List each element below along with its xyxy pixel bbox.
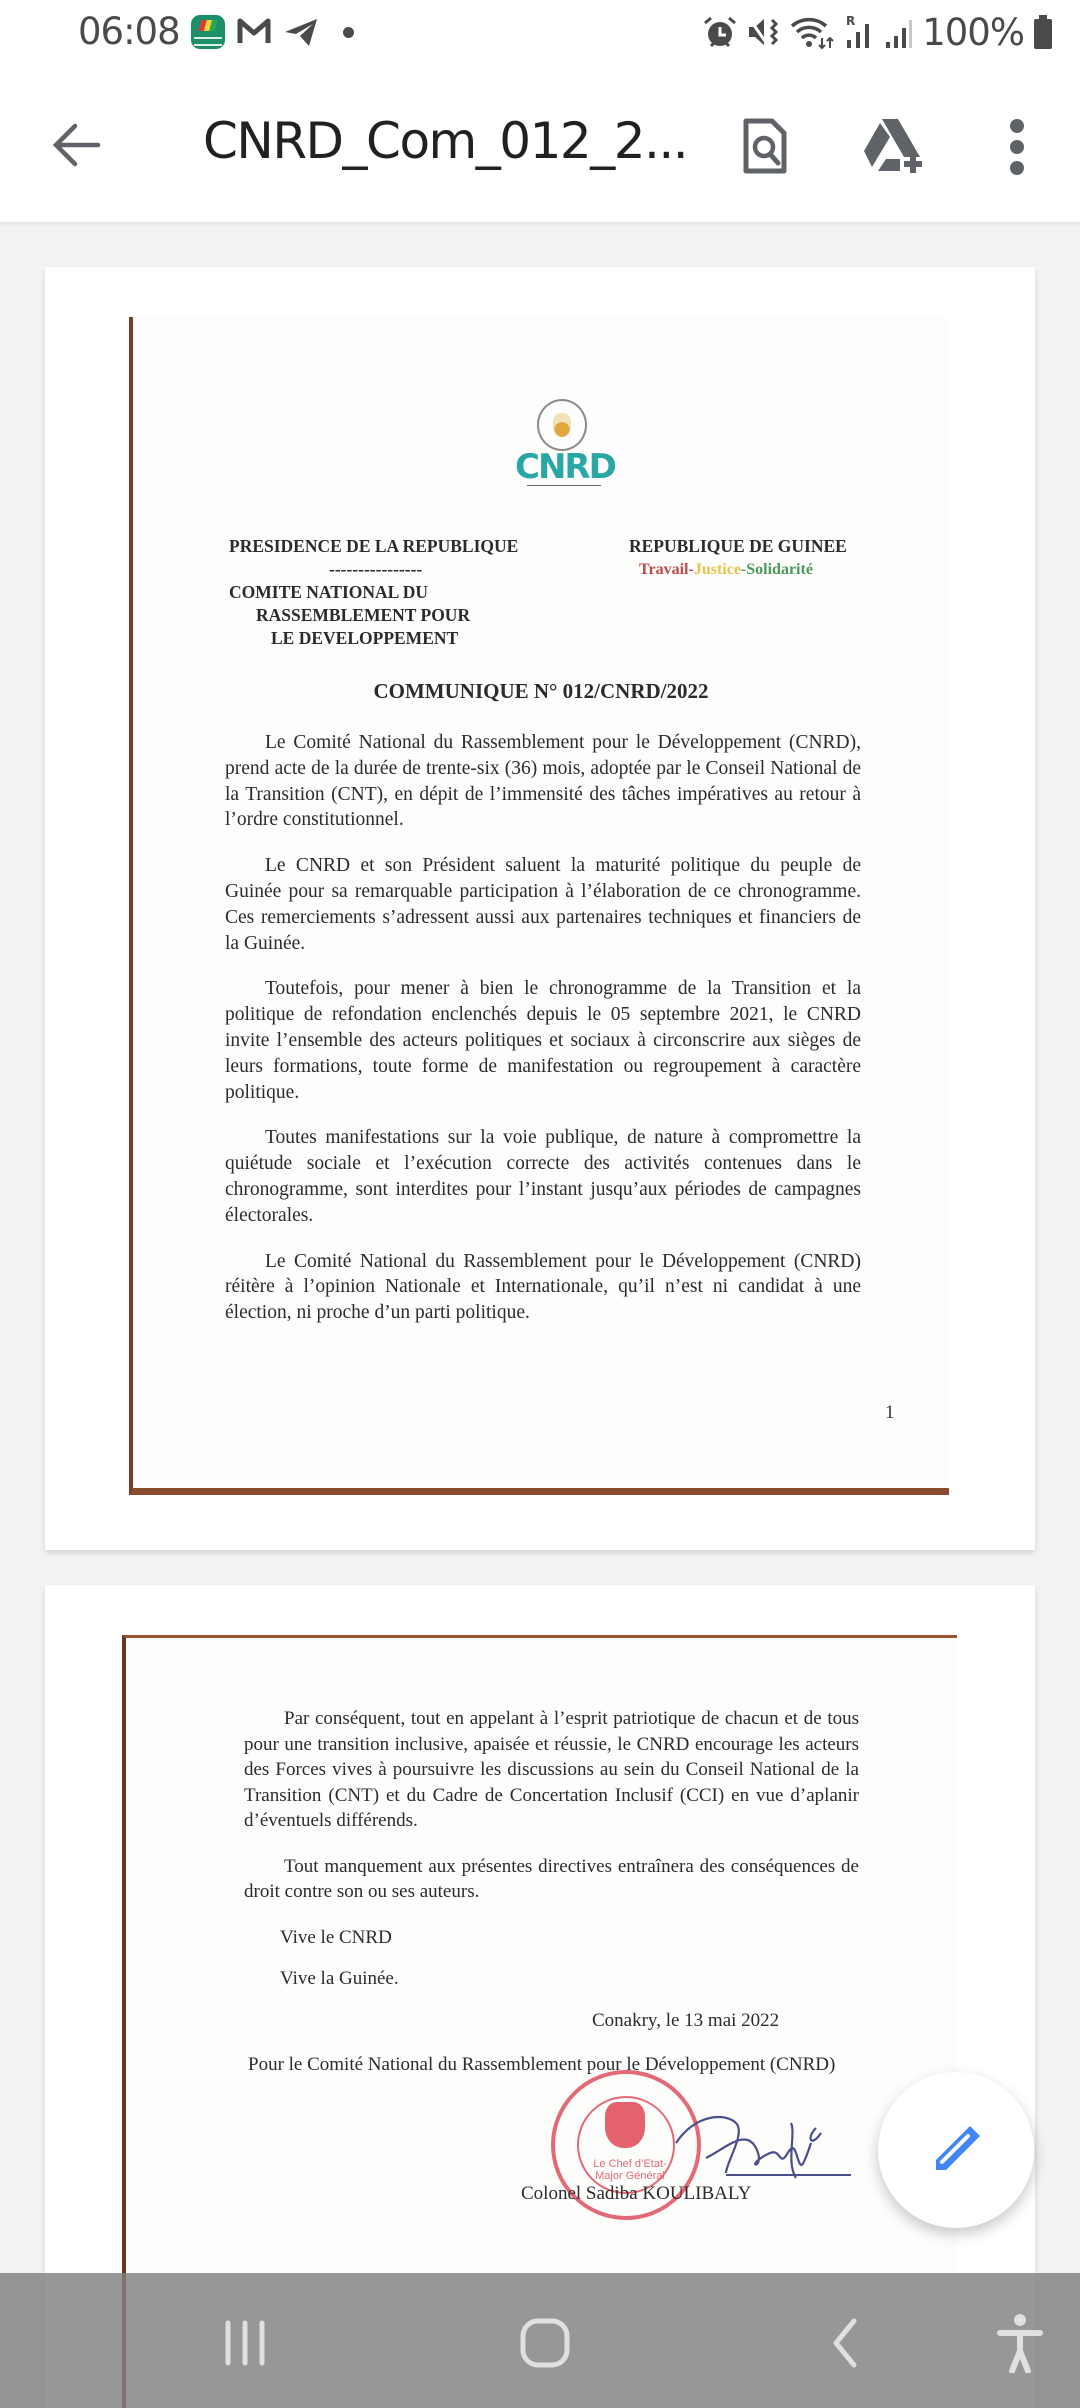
find-in-document-button[interactable] xyxy=(735,113,795,179)
presidence-line: PRESIDENCE DE LA REPUBLIQUE xyxy=(229,536,519,556)
status-bar xyxy=(0,0,1080,66)
recent-apps-icon xyxy=(220,2318,270,2368)
wifi-icon xyxy=(790,14,836,50)
pdf-page-1 xyxy=(45,267,1035,1550)
page-number: 1 xyxy=(885,1402,895,1423)
guinea-emblem-icon xyxy=(537,399,587,451)
communique-body-page-2 xyxy=(244,1706,859,2008)
document-title: CNRD_Com_012_2... xyxy=(203,112,688,170)
header-divider: ---------------- xyxy=(329,559,423,579)
motto-solidarite: -Solidarité xyxy=(740,561,813,578)
date-place: Conakry, le 13 mai 2022 xyxy=(592,2010,780,2031)
paragraph: Le CNRD et son Président saluent la maturité politique du peuple de Guinée pour sa remarquable participation à l’élaboration de ce chronogramme. Ces remerciements s’adressent aussi aux partenaires techniques et financiers de la Guinée. xyxy=(225,855,861,954)
paragraph: Par conséquent, tout en appelant à l’esprit patriotique de chacun et de tous pour une transition inclusive, apaisée et réussie, le CNRD encourage les acteurs des Forces vives à poursuivre les discussions au sein du Conseil National de la Transition (CNT) et du Cadre de Concertation Inclusif (CCI) en vue d’aplanir d’éventuels différends. xyxy=(244,1708,859,1831)
telegram-icon xyxy=(283,16,319,48)
app-bar xyxy=(0,66,1080,222)
signatory-organisation: Pour le Comité National du Rassemblement pour le Développement (CNRD) xyxy=(248,2054,836,2075)
cnrd-logo xyxy=(515,399,615,495)
paragraph: Tout manquement aux présentes directives entraînera des conséquences de droit contre son ou ses auteurs. xyxy=(244,1855,859,1902)
system-navigation-bar xyxy=(0,2273,1080,2408)
stamp-label: Le Chef d’Etat-Major Général xyxy=(593,2158,667,2182)
arrow-back-icon xyxy=(51,122,101,168)
national-motto xyxy=(629,558,847,581)
svg-text:R: R xyxy=(846,14,856,28)
handwritten-signature xyxy=(666,2103,856,2193)
alarm-icon xyxy=(702,14,738,50)
pdf-viewer[interactable] xyxy=(0,222,1080,2408)
logo-wordmark: CNRD xyxy=(515,447,615,487)
communique-body-page-1 xyxy=(225,730,861,1346)
republic-line: REPUBLIQUE DE GUINEE xyxy=(629,536,847,556)
roaming-signal-icon xyxy=(844,14,876,50)
more-notifications-dot xyxy=(343,27,354,38)
more-options-button[interactable] xyxy=(1000,112,1034,182)
communique-title: COMMUNIQUE N° 012/CNRD/2022 xyxy=(373,679,709,703)
closing-line: Vive le CNRD xyxy=(280,1926,392,1948)
edit-fab-button[interactable] xyxy=(878,2072,1034,2228)
paragraph: Toutefois, pour mener à bien le chronogramme de la Transition et la politique de refondation enclenchés depuis le 05 septembre 2021, le CNRD invite l’ensemble des acteurs politiques et sociaux à circonscrire aux sièges de leurs formations, toute forme de manifestation ou regroupement à caractère politique. xyxy=(225,978,861,1103)
nav-back-button[interactable] xyxy=(815,2303,875,2383)
edit-pencil-icon xyxy=(926,2120,986,2180)
home-button[interactable] xyxy=(510,2303,580,2383)
add-to-drive-icon xyxy=(862,117,928,175)
committee-line-1: COMITE NATIONAL DU xyxy=(229,582,429,602)
accessibility-button[interactable] xyxy=(990,2303,1050,2383)
header-left xyxy=(229,535,518,650)
paragraph: Le Comité National du Rassemblement pour le Développement (CNRD) réitère à l’opinion Nationale et Internationale, qu’il n’est ni candidat à une élection, ni proche d’un parti politique. xyxy=(225,1250,861,1324)
battery-icon xyxy=(1032,14,1054,50)
status-time: 06:08 xyxy=(78,10,180,53)
signal-icon xyxy=(884,14,914,50)
committee-line-3: LE DEVELOPPEMENT xyxy=(271,628,459,648)
recent-apps-button[interactable] xyxy=(210,2303,280,2383)
stamp-crest-icon xyxy=(605,2102,645,2148)
scanned-page-1 xyxy=(129,317,949,1495)
add-to-drive-button[interactable] xyxy=(860,113,930,179)
vibrate-mute-icon xyxy=(746,14,782,50)
closing-line: Vive la Guinée. xyxy=(280,1968,399,1989)
more-vert-icon xyxy=(1007,116,1027,178)
logo-subtitle-line xyxy=(527,485,601,493)
motto-justice: Justice xyxy=(693,561,741,578)
motto-travail: Travail- xyxy=(639,561,694,578)
gmail-icon xyxy=(237,16,271,46)
system-status-icons xyxy=(702,12,1054,52)
find-in-page-icon xyxy=(741,117,789,175)
guinee-info-app-icon xyxy=(191,15,225,49)
signer-name: Colonel Sadiba KOULIBALY xyxy=(521,2183,752,2204)
battery-percent: 100% xyxy=(922,10,1024,54)
header-right xyxy=(629,535,847,581)
committee-line-2: RASSEMBLEMENT POUR xyxy=(256,605,471,625)
accessibility-icon xyxy=(997,2313,1043,2373)
nav-back-icon xyxy=(830,2317,860,2369)
back-button[interactable] xyxy=(46,115,106,175)
paragraph: Le Comité National du Rassemblement pour le Développement (CNRD), prend acte de la durée de trente-six (36) mois, adoptée par le Conseil National de la Transition (CNT), en dépit de l’immensité des tâches impératives au retour à l’ordre constitutionnel. xyxy=(225,732,861,831)
paragraph: Toutes manifestations sur la voie publique, de nature à compromettre la quiétude sociale et l’exécution correcte des activités contenues dans le chronogramme, sont interdites pour l’instant jusqu’aux périodes de campagnes électorales. xyxy=(225,1127,861,1226)
home-icon xyxy=(519,2317,571,2369)
